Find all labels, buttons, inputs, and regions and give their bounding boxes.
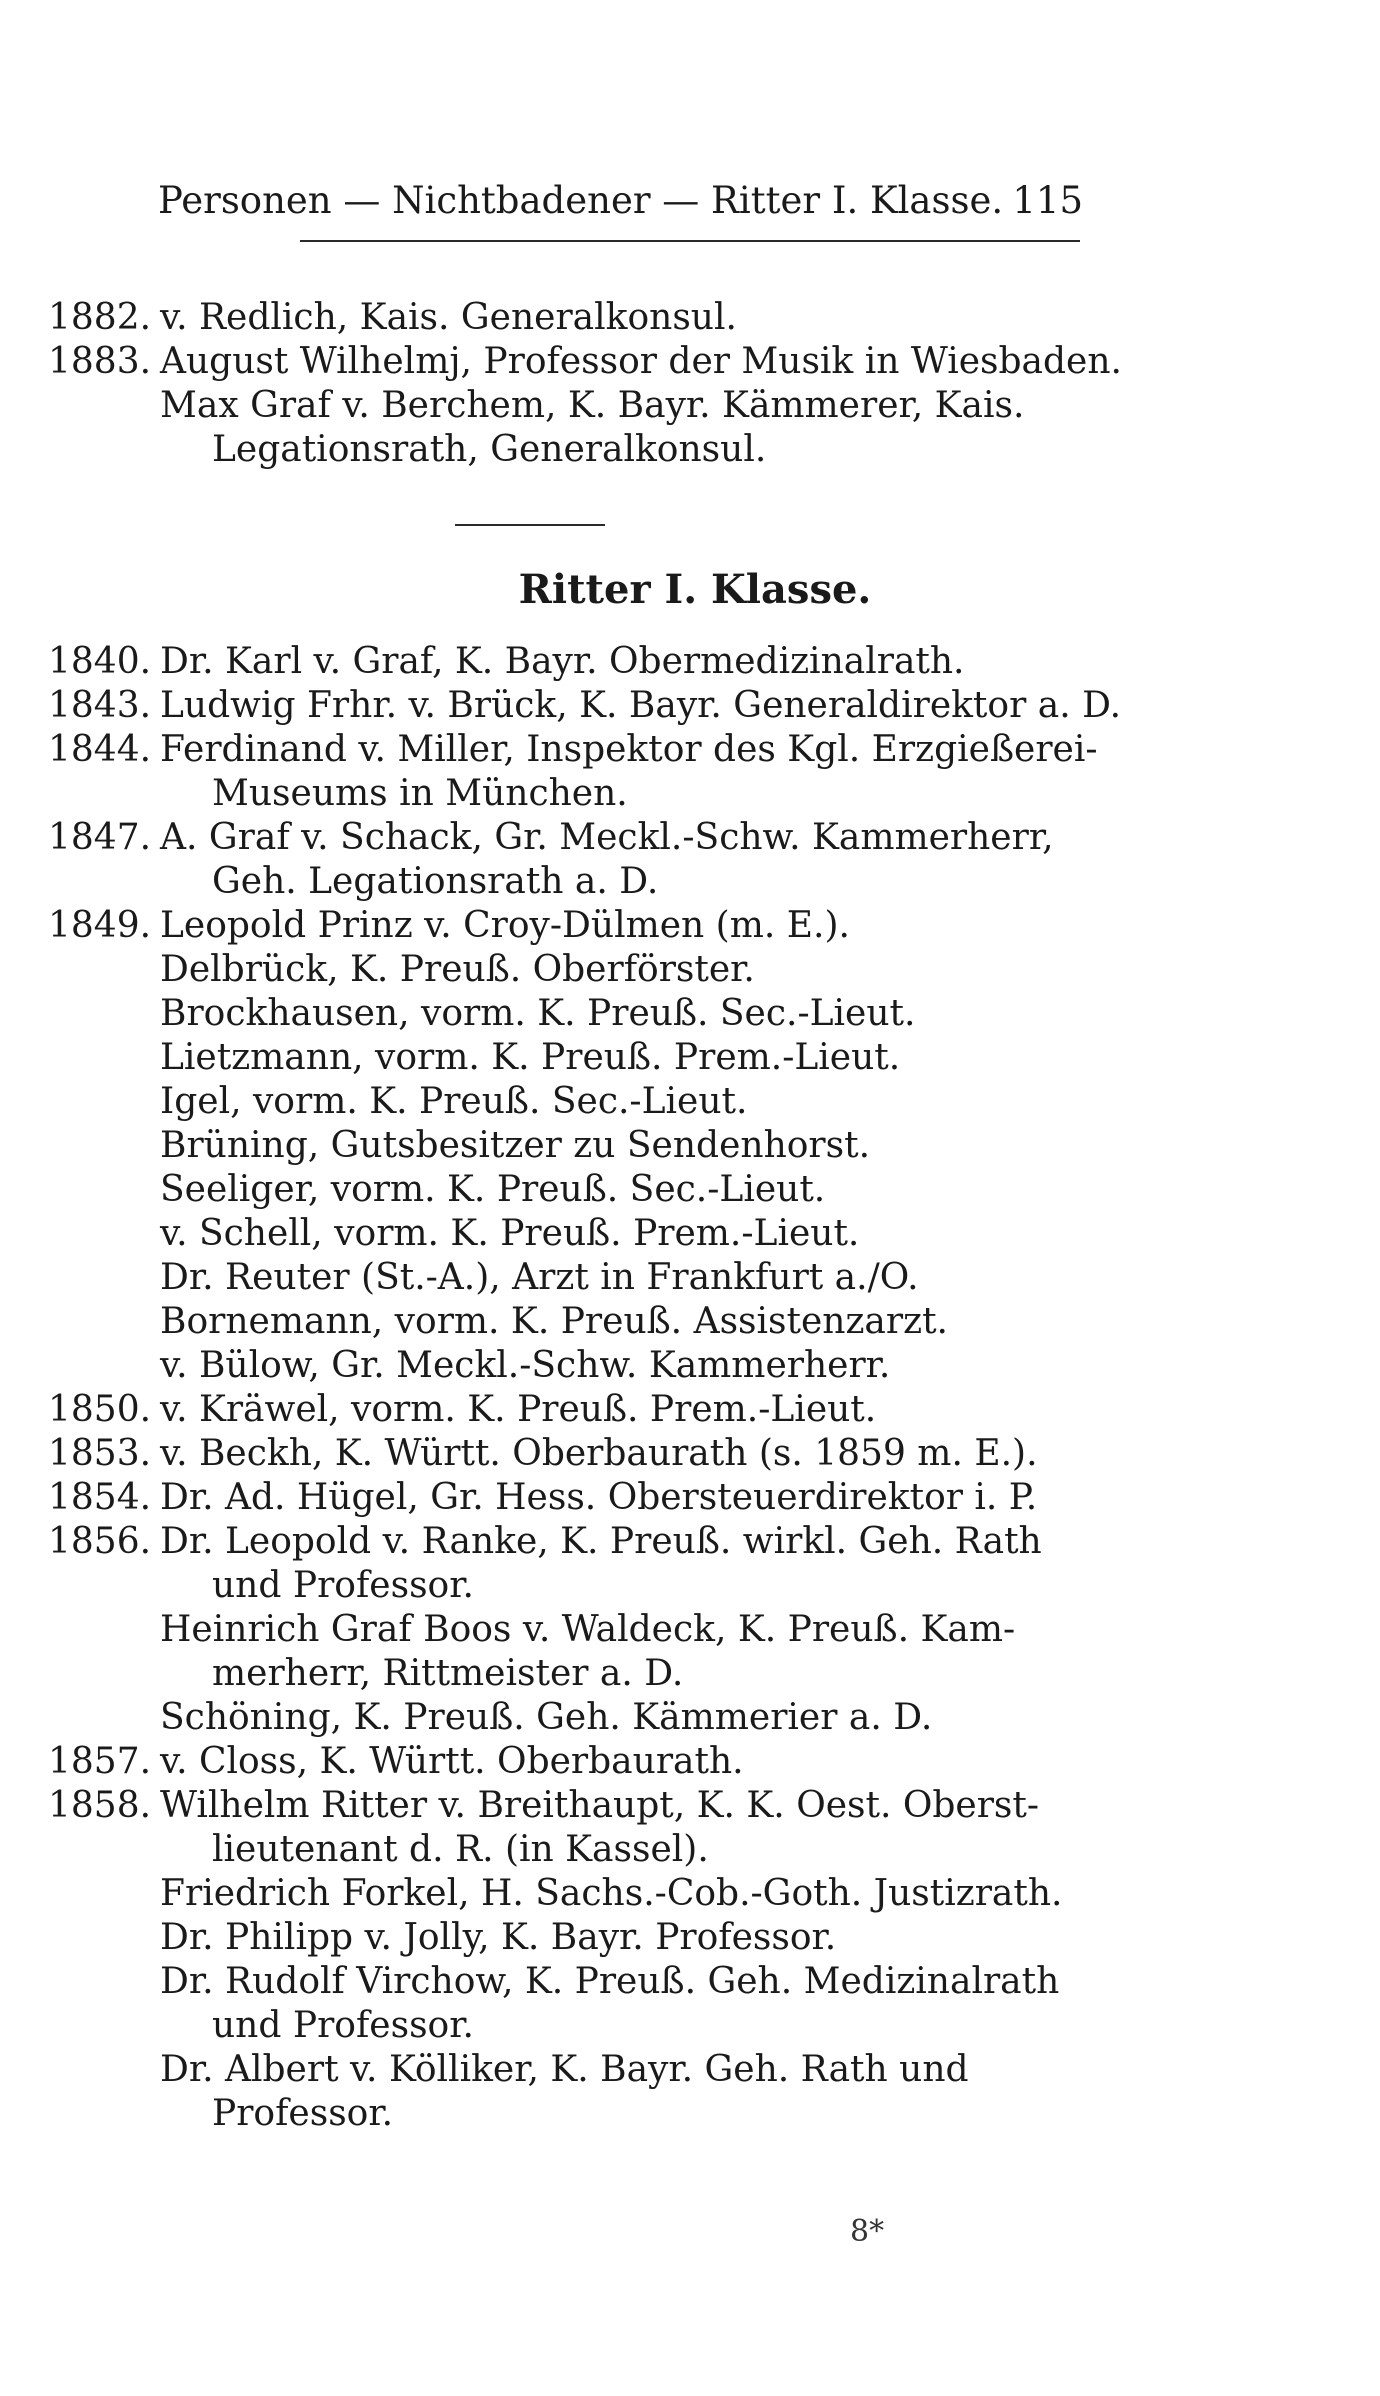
page-number: 115 [1012,179,1083,222]
entry-text: Delbrück, K. Preuß. Oberförster. [160,949,755,990]
header-rule [300,240,1080,242]
entry-text: Bornemann, vorm. K. Preuß. Assistenzarzt. [160,1301,948,1342]
entry-text: Heinrich Graf Boos v. Waldeck, K. Preuß. Kam- [160,1609,1016,1650]
entry-year: 1858. [48,1785,152,1826]
entry-text: August Wilhelmj, Professor der Musik in Wiesbaden. [160,341,1122,382]
entry-year: 1882. [48,297,152,338]
entry-text: Seeliger, vorm. K. Preuß. Sec.-Lieut. [160,1169,826,1210]
running-head [158,176,1083,226]
entry-text-continuation: Geh. Legationsrath a. D. [212,861,659,902]
entry-text: Brüning, Gutsbesitzer zu Sendenhorst. [160,1125,871,1166]
entry-text: Lietzmann, vorm. K. Preuß. Prem.-Lieut. [160,1037,901,1078]
entry-text: Dr. Leopold v. Ranke, K. Preuß. wirkl. Geh. Rath [160,1521,1042,1562]
entry-text: v. Beckh, K. Württ. Oberbaurath (s. 1859 m. E.). [160,1433,1038,1474]
entry-year: 1840. [48,641,152,682]
entry-text: Brockhausen, vorm. K. Preuß. Sec.-Lieut. [160,993,916,1034]
entry-text: Dr. Reuter (St.-A.), Arzt in Frankfurt a./O. [160,1257,919,1298]
entry-text: Dr. Philipp v. Jolly, K. Bayr. Professor. [160,1917,837,1958]
entry-text-continuation: Museums in München. [212,773,628,814]
entry-year: 1844. [48,729,152,770]
running-head-title: Personen — Nichtbadener — Ritter I. Klasse. [158,179,1004,222]
entry-year: 1883. [48,341,152,382]
entry-text: Friedrich Forkel, H. Sachs.-Cob.-Goth. Justizrath. [160,1873,1063,1914]
entry-text: Max Graf v. Berchem, K. Bayr. Kämmerer, Kais. [160,385,1025,426]
entry-text: Ferdinand v. Miller, Inspektor des Kgl. Erzgießerei- [160,729,1098,770]
entry-text-continuation: Professor. [212,2093,394,2134]
entry-year: 1854. [48,1477,152,1518]
entry-text: Wilhelm Ritter v. Breithaupt, K. K. Oest. Oberst- [160,1785,1040,1826]
entry-year: 1856. [48,1521,152,1562]
entry-text: Dr. Ad. Hügel, Gr. Hess. Obersteuerdirektor i. P. [160,1477,1038,1518]
signature-mark: 8* [850,2214,885,2249]
entry-text: v. Bülow, Gr. Meckl.-Schw. Kammerherr. [160,1345,891,1386]
entry-text: A. Graf v. Schack, Gr. Meckl.-Schw. Kammerherr, [160,817,1054,858]
entry-year: 1853. [48,1433,152,1474]
entry-year: 1857. [48,1741,152,1782]
entry-year: 1847. [48,817,152,858]
entry-year: 1849. [48,905,152,946]
entry-text-continuation: lieutenant d. R. (in Kassel). [212,1829,709,1870]
section-divider [455,524,605,526]
entry-text: Igel, vorm. K. Preuß. Sec.-Lieut. [160,1081,748,1122]
entry-text-continuation: und Professor. [212,2005,474,2046]
entry-text: Ludwig Frhr. v. Brück, K. Bayr. Generaldirektor a. D. [160,685,1122,726]
entry-text: Dr. Karl v. Graf, K. Bayr. Obermedizinalrath. [160,641,965,682]
entry-text: Dr. Rudolf Virchow, K. Preuß. Geh. Medizinalrath [160,1961,1060,2002]
entry-text-continuation: Legationsrath, Generalkonsul. [212,429,767,470]
entry-text-continuation: merherr, Rittmeister a. D. [212,1653,684,1694]
entry-text-continuation: und Professor. [212,1565,474,1606]
entry-text: v. Schell, vorm. K. Preuß. Prem.-Lieut. [160,1213,860,1254]
section-heading: Ritter I. Klasse. [518,566,872,613]
entry-text: Dr. Albert v. Kölliker, K. Bayr. Geh. Rath und [160,2049,969,2090]
entry-text: Schöning, K. Preuß. Geh. Kämmerier a. D. [160,1697,933,1738]
entry-text: v. Kräwel, vorm. K. Preuß. Prem.-Lieut. [160,1389,877,1430]
entry-year: 1843. [48,685,152,726]
entry-year: 1850. [48,1389,152,1430]
entry-text: Leopold Prinz v. Croy-Dülmen (m. E.). [160,905,850,946]
entry-text: v. Closs, K. Württ. Oberbaurath. [160,1741,744,1782]
entry-text: v. Redlich, Kais. Generalkonsul. [160,297,737,338]
